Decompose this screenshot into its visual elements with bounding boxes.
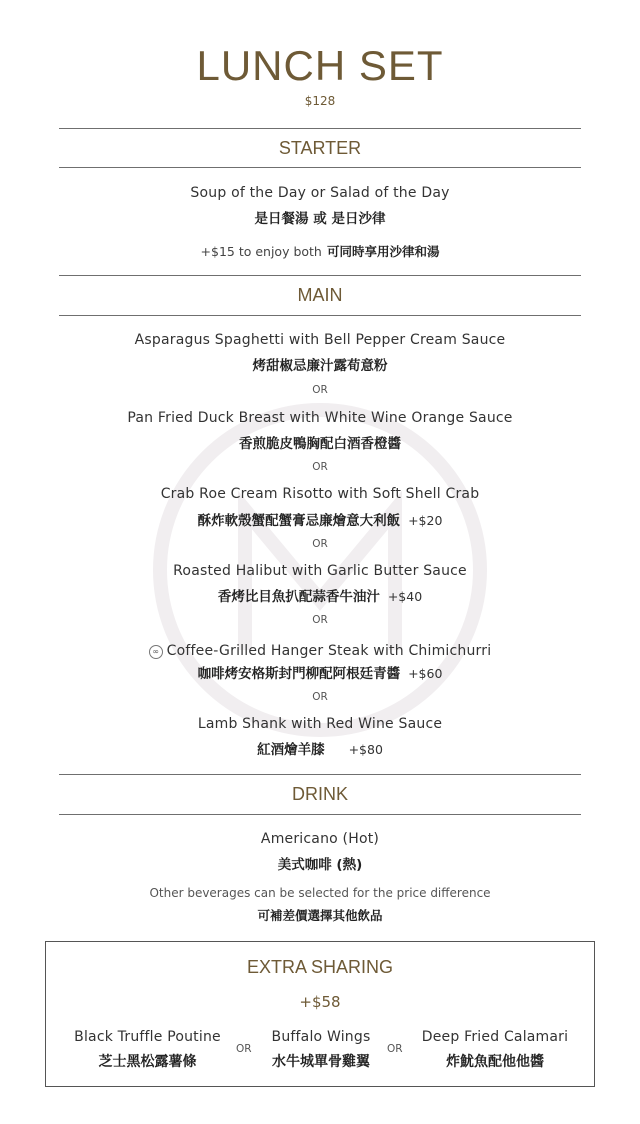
drink-item-zh: 美式咖啡 (熱) — [277, 857, 363, 873]
divider — [59, 814, 581, 815]
or-separator: OR — [312, 538, 328, 550]
extra-item-zh: 芝士黑松露薯條 — [98, 1054, 197, 1070]
divider — [59, 167, 581, 168]
section-heading-drink: DRINK — [291, 784, 348, 804]
extra-item-zh: 水牛城單骨雞翼 — [272, 1054, 370, 1070]
main-item-en: Pan Fried Duck Breast with White Wine Orange Sauce — [127, 410, 513, 426]
divider — [59, 275, 581, 276]
extra-item-zh: 炸魷魚配他他醬 — [446, 1054, 544, 1070]
starter-note-zh: 可同時享用沙律和湯 — [326, 244, 440, 259]
drink-item-en: Americano (Hot) — [260, 831, 380, 847]
main-item-en-row — [0, 640, 640, 659]
starter-item-zh: 是日餐湯 或 是日沙律 — [254, 211, 386, 227]
divider — [59, 774, 581, 775]
main-item-zh: 酥炸軟殼蟹配蟹膏忌廉燴意大利飯 — [197, 513, 401, 529]
main-item-zh: 紅酒燴羊膝 — [257, 742, 325, 758]
divider — [59, 315, 581, 316]
drink-note-en: Other beverages can be selected for the price difference — [149, 886, 491, 900]
main-item-en: Coffee-Grilled Hanger Steak with Chimichurri — [166, 643, 492, 659]
main-item-zh: 香烤比目魚扒配蒜香牛油汁 — [217, 589, 380, 605]
main-item-zh: 咖啡烤安格斯封門柳配阿根廷青醬 — [197, 666, 401, 682]
starter-note-en: +$15 to enjoy both — [200, 244, 322, 259]
main-item-en: Asparagus Spaghetti with Bell Pepper Cream Sauce — [134, 332, 506, 348]
drink-note-zh: 可補差價選擇其他飲品 — [257, 908, 383, 923]
or-separator: OR — [236, 1043, 252, 1055]
or-separator: OR — [387, 1043, 403, 1055]
or-separator: OR — [312, 384, 328, 396]
main-item-zh-row — [0, 585, 640, 605]
or-separator: OR — [312, 614, 328, 626]
extra-item-en: Deep Fried Calamari — [421, 1029, 569, 1045]
main-item-zh-row — [0, 662, 640, 682]
coffee-bean-icon: ∞ — [149, 645, 163, 659]
main-item-zh-row — [0, 509, 640, 529]
section-heading-starter: STARTER — [278, 138, 362, 158]
section-heading-extra: EXTRA SHARING — [246, 957, 394, 977]
starter-item-en: Soup of the Day or Salad of the Day — [190, 185, 450, 201]
or-separator: OR — [312, 461, 328, 473]
divider — [59, 128, 581, 129]
extra-item — [60, 1029, 235, 1071]
section-heading-main: MAIN — [297, 285, 343, 305]
main-item-en: Roasted Halibut with Garlic Butter Sauce — [173, 563, 467, 579]
extra-item-en: Buffalo Wings — [271, 1029, 371, 1045]
set-price: $128 — [304, 94, 336, 108]
starter-note — [0, 241, 640, 260]
main-item-zh-row — [0, 738, 640, 758]
main-item-en: Lamb Shank with Red Wine Sauce — [197, 716, 443, 732]
surcharge-label: +$80 — [348, 742, 383, 757]
page-title: LUNCH SET — [196, 42, 444, 89]
main-item-zh: 烤甜椒忌廉汁露荀意粉 — [252, 358, 388, 374]
or-separator: OR — [312, 691, 328, 703]
extra-price: +$58 — [299, 993, 341, 1011]
extra-item — [258, 1029, 384, 1071]
surcharge-label: +$40 — [387, 589, 423, 604]
main-item-en: Crab Roe Cream Risotto with Soft Shell Crab — [160, 486, 480, 502]
extra-item-en: Black Truffle Poutine — [74, 1029, 221, 1045]
extra-item — [410, 1029, 580, 1071]
surcharge-label: +$60 — [408, 666, 443, 681]
main-item-zh: 香煎脆皮鴨胸配白酒香橙醬 — [239, 436, 401, 452]
surcharge-label: +$20 — [408, 513, 443, 528]
